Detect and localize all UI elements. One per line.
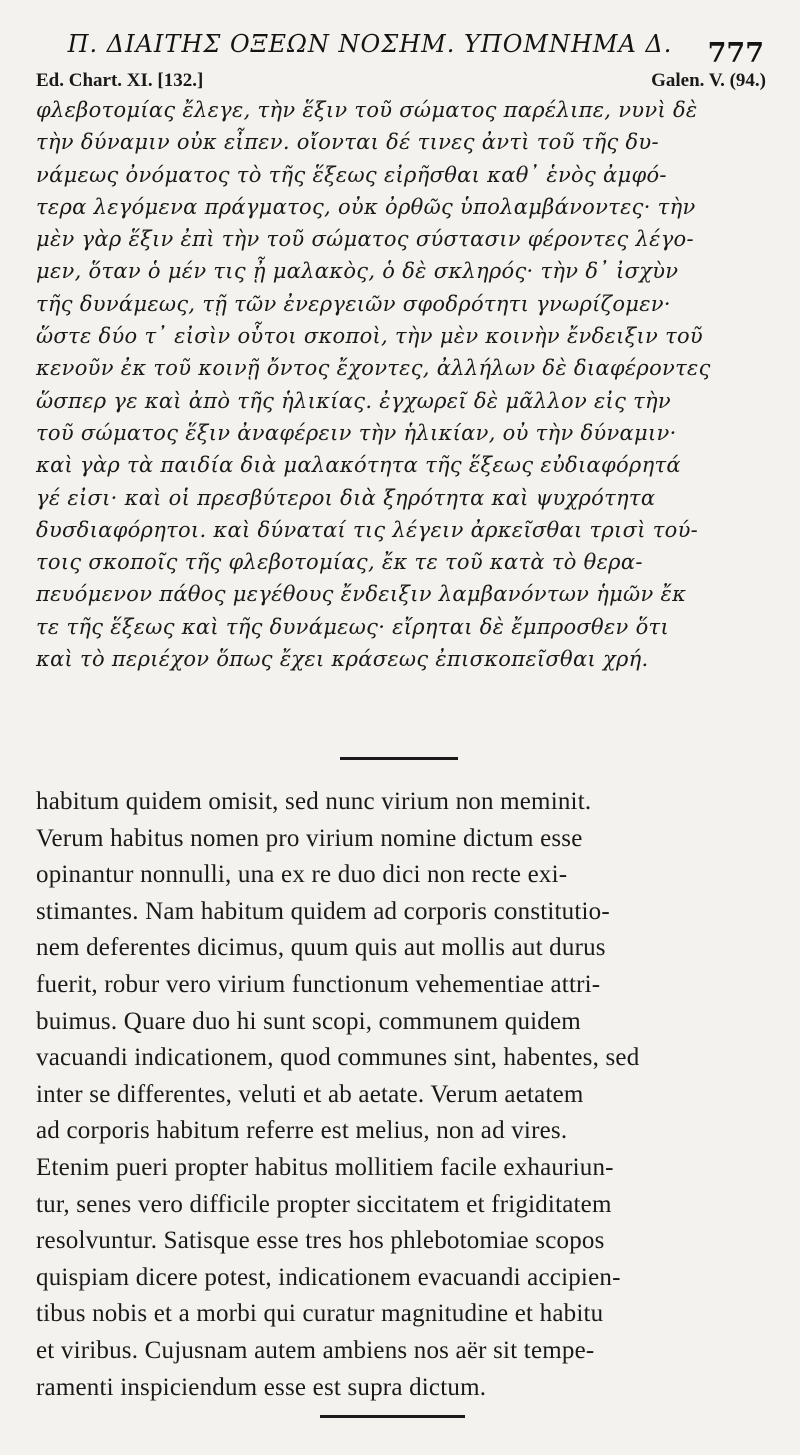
latin-line: ramenti inspiciendum esse est supra dictum. — [36, 1373, 487, 1401]
greek-line: νάμεως ὀνόματος τὸ τῆς ἕξεως εἰρῆσθαι καθ᾽ ἑνὸς ἀμφό- — [36, 162, 667, 187]
greek-line: φλεβοτομίας ἔλεγε, τὴν ἕξιν τοῦ σώματος παρέλιπε, νυνὶ δὲ — [36, 98, 698, 122]
latin-line: opinantur nonnulli, una ex re duo dici non recte exi- — [36, 861, 568, 889]
latin-line: quispiam dicere potest, indicationem evacuandi accipien- — [36, 1263, 621, 1291]
greek-line: τῆς δυνάμεως, τῇ τῶν ἐνεργειῶν σφοδρότητι γνωρίζομεν· — [36, 291, 671, 316]
latin-line: Etenim pueri propter habitus mollitiem facile exhauriun- — [36, 1153, 614, 1181]
greek-line: τὴν δύναμιν οὐκ εἶπεν. οἴονται δέ τινες ἀντὶ τοῦ τῆς δυ- — [36, 130, 659, 155]
latin-line: tur, senes vero difficile propter siccitatem et frigiditatem — [36, 1190, 612, 1218]
greek-line: πευόμενον πάθος μεγέθους ἔνδειξιν λαμβανόντων ἡμῶν ἔκ — [36, 582, 687, 607]
greek-line: καὶ γὰρ τὰ παιδία διὰ μαλακότητα τῆς ἕξεως εὐδιαφόρητά — [36, 453, 681, 478]
latin-line: nem deferentes dicimus, quum quis aut mollis aut durus — [36, 934, 606, 962]
greek-line: τε τῆς ἕξεως καὶ τῆς δυνάμεως· εἴρηται δὲ ἔμπροσθεν ὅτι — [36, 614, 669, 639]
greek-line: τοις σκοποῖς τῆς φλεβοτομίας, ἔκ τε τοῦ κατὰ τὸ θερα- — [36, 550, 643, 575]
latin-line: et viribus. Cujusnam autem ambiens nos aër sit tempe- — [36, 1336, 595, 1364]
greek-line: γέ εἰσι· καὶ οἱ πρεσβύτεροι διὰ ξηρότητα καὶ ψυχρότητα — [36, 485, 656, 510]
latin-line: vacuandi indicationem, quod communes sint, habentes, sed — [36, 1044, 640, 1072]
latin-line: resolvuntur. Satisque esse tres hos phlebotomiae scopos — [36, 1227, 605, 1255]
greek-line: κενοῦν ἐκ τοῦ κοινῇ ὄντος ἔχοντες, ἀλλήλων δὲ διαφέροντες — [36, 356, 711, 381]
running-title: Π. ΔΙΑΙΤΗΣ ΟΞΕΩΝ ΝΟΣΗΜ. ΥΠΟΜΝΗΜΑ Δ. — [67, 30, 673, 58]
greek-line: μεν, ὅταν ὁ μέν τις ᾖ μαλακὸς, ὁ δὲ σκληρός· τὴν δ᾽ ἰσχὺν — [36, 259, 679, 284]
latin-line: tibus nobis et a morbi qui curatur magnitudine et habitu — [36, 1300, 604, 1328]
latin-line: Verum habitus nomen pro virium nomine dictum esse — [36, 824, 583, 852]
greek-line: τοῦ σώματος ἕξιν ἀναφέρειν τὴν ἡλικίαν, οὐ τὴν δύναμιν· — [36, 420, 677, 445]
section-divider — [340, 757, 458, 760]
greek-text-block — [36, 94, 766, 675]
end-divider — [320, 1415, 465, 1418]
latin-line: stimantes. Nam habitum quidem ad corporis constitutio- — [36, 897, 610, 925]
latin-line: ad corporis habitum referre est melius, non ad vires. — [36, 1117, 568, 1145]
edition-reference-right: Galen. V. (94.) — [651, 70, 766, 91]
edition-reference-line — [36, 70, 766, 92]
greek-line: μὲν γὰρ ἕξιν ἐπὶ τὴν τοῦ σώματος σύστασιν φέροντες λέγο- — [36, 227, 694, 252]
page-number: 777 — [707, 38, 764, 69]
latin-text-block — [36, 784, 771, 1406]
greek-line: καὶ τὸ περιέχον ὅπως ἔχει κράσεως ἐπισκοπεῖσθαι χρή. — [36, 647, 649, 672]
latin-line: habitum quidem omisit, sed nunc virium non meminit. — [36, 788, 592, 815]
edition-reference-left: Ed. Chart. XI. [132.] — [36, 70, 204, 91]
latin-line: buimus. Quare duo hi sunt scopi, communem quidem — [36, 1007, 581, 1035]
greek-line: τερα λεγόμενα πράγματος, οὐκ ὀρθῶς ὑπολαμβάνοντες· τὴν — [36, 194, 696, 219]
greek-line: δυσδιαφόρητοι. καὶ δύναταί τις λέγειν ἀρκεῖσθαι τρισὶ τού- — [36, 517, 699, 542]
greek-line: ὥσπερ γε καὶ ἀπὸ τῆς ἡλικίας. ἐγχωρεῖ δὲ μᾶλλον εἰς τὴν — [36, 388, 671, 413]
latin-line: fuerit, robur vero virium functionum vehementiae attri- — [36, 970, 601, 998]
latin-line: inter se differentes, veluti et ab aetate. Verum aetatem — [36, 1080, 584, 1108]
greek-line: ὥστε δύο τ᾽ εἰσὶν οὗτοι σκοποὶ, τὴν μὲν κοινὴν ἔνδειξιν τοῦ — [36, 324, 703, 349]
